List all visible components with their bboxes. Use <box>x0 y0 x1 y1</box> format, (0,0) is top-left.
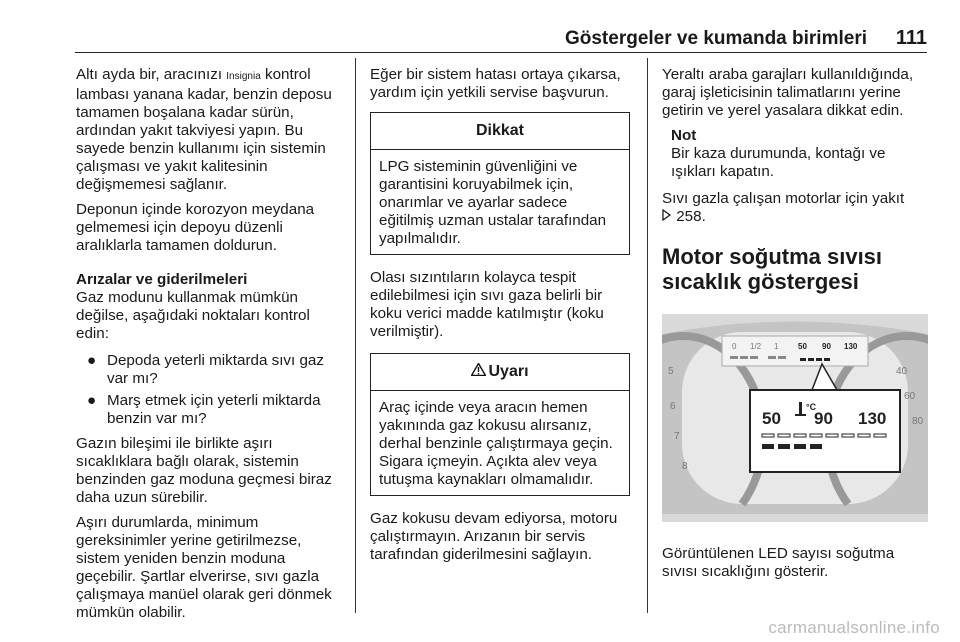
temp-scale-130: 130 <box>858 409 887 428</box>
paragraph: Aşırı durumlarda, minimum gereksinimler yerine getirilmezse, sistem yeniden benzin moduna geçebilir. Şartlar elverirse, sıvı gazla çalışmaya manüel olarak geri dönmek mümkün olabilir. <box>76 514 332 621</box>
dial-number: 8 <box>682 461 688 472</box>
temp-scale-130-small: 130 <box>844 342 858 351</box>
text: Sıvı gazla çalışan motorlar için yakıt <box>662 190 905 207</box>
temp-scale-50-small: 50 <box>798 342 807 351</box>
warning-body: Araç içinde veya aracın hemen yakınında gaz kokusu alırsanız, derhal benzinle çalıştırmaya geçin. Sigara içmeyin. Açıkta alev veya tutuşma kaynakları olmamalıdır. <box>379 399 613 488</box>
warning-box <box>370 353 630 496</box>
note-box <box>662 127 928 181</box>
caution-title: Dikkat <box>371 113 629 150</box>
paragraph: Gaz modunu kullanmak mümkün değilse, aşağıdaki noktaları kontrol edin: <box>76 289 310 342</box>
page-title: Göstergeler ve kumanda birimleri <box>564 28 867 49</box>
paragraph: Görüntülenen LED sayısı soğutma sıvısı sıcaklığını gösterir. <box>662 545 895 580</box>
fuel-scale-1: 1 <box>774 342 779 351</box>
dial-number: 40 <box>896 366 908 377</box>
page-reference: 258. <box>676 208 706 225</box>
section-heading: Arızalar ve giderilmeleri <box>76 271 248 288</box>
page-header <box>75 26 927 53</box>
warning-triangle-icon <box>471 363 486 376</box>
text: Altı ayda bir, aracınızı <box>76 66 223 83</box>
column-3 <box>662 66 928 588</box>
temp-scale-90: 90 <box>814 409 833 428</box>
page-reference-icon <box>662 209 672 221</box>
warning-title: Uyarı <box>488 363 529 380</box>
paragraph: Gaz kokusu devam ediyorsa, motoru çalıştırmayın. Arızanın bir servis tarafından giderilmesini sağlayın. <box>370 510 618 563</box>
temp-unit: °C <box>806 402 817 412</box>
paragraph: Olası sızıntıların kolayca tespit edilebilmesi için sıvı gaza belirli bir koku verici madde katılmıştır (koku verilmiştir). <box>370 269 604 340</box>
paragraph <box>662 190 928 226</box>
text: kontrol lambası yanana kadar, benzin deposu tamamen boşalana kadar sürün, ardından yakıt takviyesi yapın. Bu sayede benzin kullanımı için sistemin çalışması ve yakıt kalitesinin değişmemesi sağlanır. <box>76 66 332 193</box>
paragraph: Deponun içinde korozyon meydana gelmemesi için depoyu düzenli aralıklarla tamamen doldurun. <box>76 201 315 254</box>
warning-header <box>371 354 629 391</box>
column-divider <box>355 58 356 613</box>
paragraph <box>76 66 346 194</box>
list-item <box>76 352 346 388</box>
watermark: carmanualsonline.info <box>768 618 940 637</box>
fuel-scale-half: 1/2 <box>750 342 762 351</box>
dial-number: 7 <box>674 431 680 442</box>
dial-number: 5 <box>668 366 674 377</box>
column-1 <box>76 66 346 629</box>
section-heading: Motor soğutma sıvısı sıcaklık göstergesi <box>662 244 883 294</box>
paragraph: Gazın bileşimi ile birlikte aşırı sıcaklıklara bağlı olarak, sistemin benzinden gaz moduna geçmesi biraz daha uzun sürebilir. <box>76 435 332 506</box>
list-item-text: Marş etmek için yeterli miktarda benzin var mı? <box>107 392 321 427</box>
temp-scale-90-small: 90 <box>822 342 831 351</box>
dial-number: 80 <box>912 416 924 427</box>
coolant-gauge-figure <box>662 314 928 522</box>
dial-number: 60 <box>904 391 916 402</box>
bullet-icon: ● <box>87 392 97 409</box>
dial-number: 6 <box>670 401 676 412</box>
column-divider <box>647 58 648 613</box>
paragraph: Eğer bir sistem hatası ortaya çıkarsa, yardım için yetkili servise başvurun. <box>370 66 621 101</box>
note-body: Bir kaza durumunda, kontağı ve ışıkları kapatın. <box>671 145 886 180</box>
caution-body: LPG sisteminin güvenliğini ve garantisini koruyabilmek için, onarımlar ve ayarlar sadece eğitilmiş uzman ustalar tarafından yapılmalıdır. <box>379 158 607 247</box>
note-title: Not <box>671 127 697 144</box>
caution-box <box>370 112 630 255</box>
paragraph: Yeraltı araba garajları kullanıldığında, garaj işleticisinin talimatlarını yerine getirin ve yerel yasalara dikkat edin. <box>662 66 914 119</box>
brand-name: Insignia <box>226 71 261 82</box>
bullet-icon: ● <box>87 352 97 369</box>
column-2 <box>370 66 632 571</box>
list-item-text: Depoda yeterli miktarda sıvı gaz var mı? <box>107 352 324 387</box>
page-number: 111 <box>895 27 927 49</box>
list-item <box>76 392 346 428</box>
temp-scale-50: 50 <box>762 409 781 428</box>
fuel-scale-0: 0 <box>732 342 737 351</box>
